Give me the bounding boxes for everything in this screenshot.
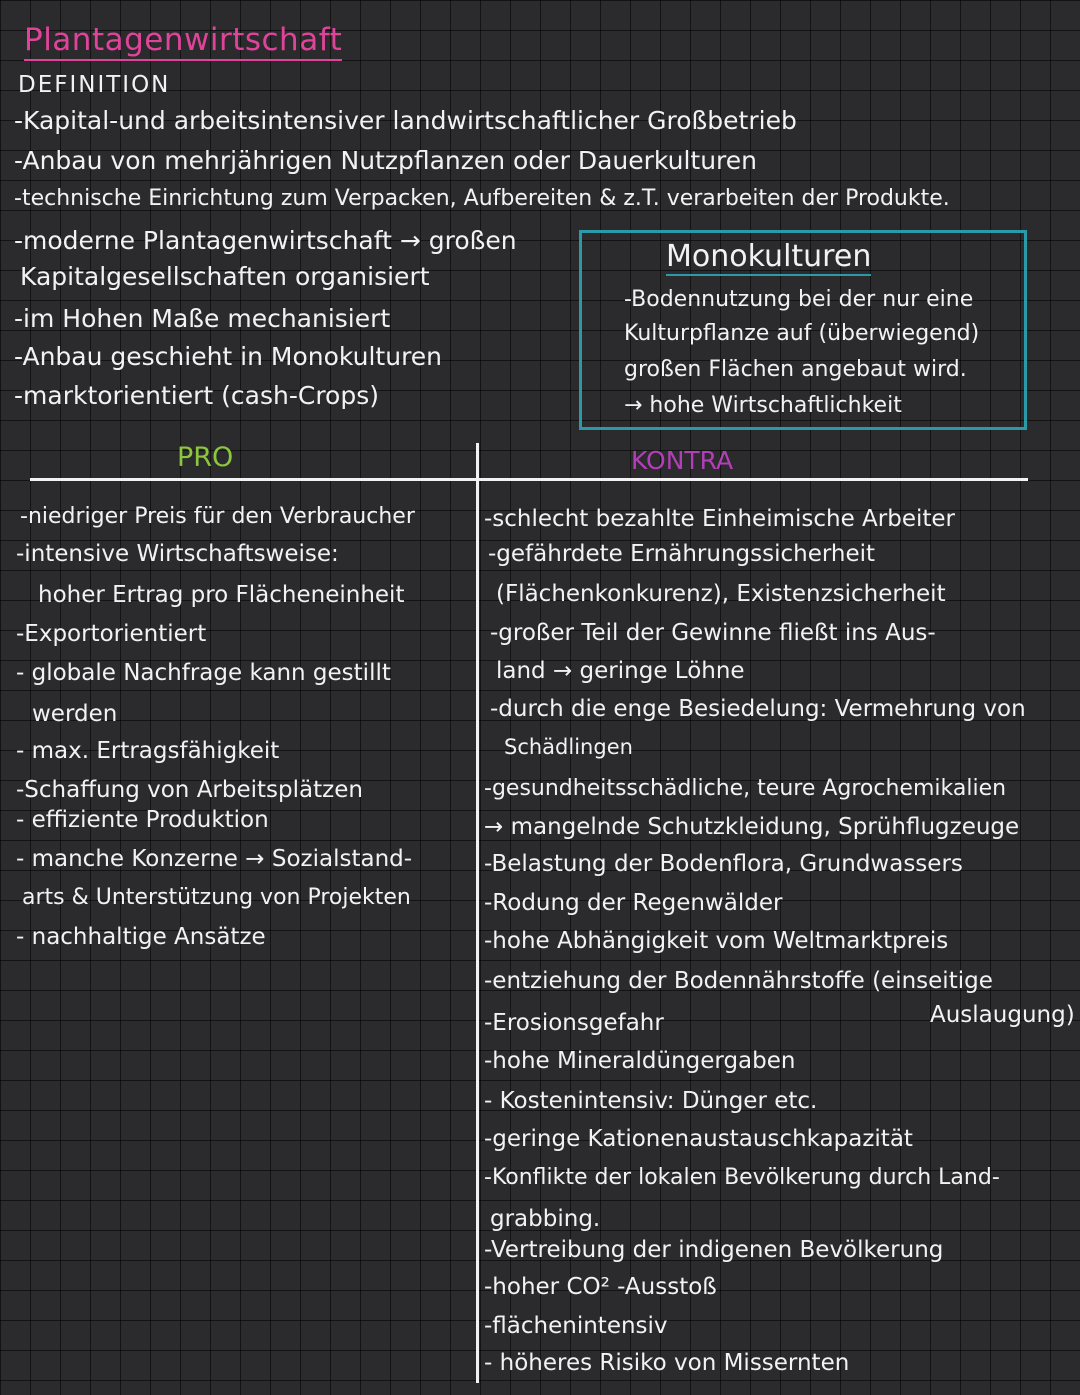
monokulturen-title: Monokulturen (666, 239, 872, 274)
pro-item: hoher Ertrag pro Flächeneinheit (38, 582, 405, 608)
pro-item: - effiziente Produktion (16, 807, 269, 833)
pro-item: -niedriger Preis für den Verbraucher (20, 504, 415, 529)
kontra-item: grabbing. (490, 1206, 601, 1232)
kontra-item: -Rodung der Regenwälder (484, 890, 783, 916)
monokulturen-line: Kulturpflanze auf (überwiegend) (624, 321, 980, 346)
table-divider-vertical (476, 443, 479, 1383)
pro-item: - globale Nachfrage kann gestillt (16, 660, 391, 686)
pro-item: -Schaffung von Arbeitsplätzen (16, 777, 363, 803)
definition-line: Kapitalgesellschaften organisiert (20, 262, 430, 291)
kontra-item: → mangelnde Schutzkleidung, Sprühflugzeuge (484, 814, 1020, 840)
kontra-item: -hohe Mineraldüngergaben (484, 1048, 796, 1074)
kontra-heading: KONTRA (631, 446, 734, 475)
page-title: Plantagenwirtschaft (24, 22, 342, 61)
kontra-item: -Erosionsgefahr (484, 1010, 664, 1036)
kontra-item: (Flächenkonkurenz), Existenzsicherheit (496, 581, 946, 607)
kontra-item: -großer Teil der Gewinne fließt ins Aus- (490, 620, 936, 646)
definition-line: -technische Einrichtung zum Verpacken, Aufbereiten & z.T. verarbeiten der Produkte. (14, 186, 950, 211)
kontra-item: - Kostenintensiv: Dünger etc. (484, 1088, 818, 1114)
kontra-item: -Konflikte der lokalen Bevölkerung durch Land- (484, 1165, 1000, 1190)
pro-item: arts & Unterstützung von Projekten (22, 885, 411, 910)
kontra-item: -hoher CO² -Ausstoß (484, 1274, 717, 1300)
monokulturen-box (579, 230, 1027, 430)
definition-line: -Anbau geschieht in Monokulturen (14, 342, 443, 371)
definition-line: -Anbau von mehrjährigen Nutzpflanzen oder Dauerkulturen (14, 146, 758, 175)
kontra-item: -Vertreibung der indigenen Bevölkerung (484, 1237, 944, 1263)
pro-item: - max. Ertragsfähigkeit (16, 738, 280, 764)
kontra-item: -flächenintensiv (484, 1313, 668, 1339)
kontra-item: -schlecht bezahlte Einheimische Arbeiter (484, 506, 955, 532)
definition-line: -Kapital-und arbeitsintensiver landwirtschaftlicher Großbetrieb (14, 106, 797, 135)
pro-item: - nachhaltige Ansätze (16, 924, 266, 950)
kontra-item: -gesundheitsschädliche, teure Agrochemikalien (484, 776, 1007, 801)
kontra-item: - höheres Risiko von Missernten (484, 1350, 850, 1376)
kontra-item: land → geringe Löhne (496, 658, 745, 684)
pro-heading: PRO (177, 442, 234, 473)
definition-line: -moderne Plantagenwirtschaft → großen (14, 226, 517, 255)
table-divider-horizontal (30, 478, 1028, 481)
kontra-item: -durch die enge Besiedelung: Vermehrung von (490, 696, 1026, 722)
kontra-item: Schädlingen (504, 735, 633, 759)
pro-item: -Exportorientiert (16, 621, 207, 647)
kontra-item: -Belastung der Bodenflora, Grundwassers (484, 851, 963, 877)
monokulturen-line: großen Flächen angebaut wird. (624, 357, 967, 382)
kontra-item: Auslaugung) (930, 1002, 1075, 1028)
monokulturen-line: → hohe Wirtschaftlichkeit (624, 393, 902, 418)
monokulturen-line: -Bodennutzung bei der nur eine (624, 287, 974, 312)
kontra-item: -gefährdete Ernährungssicherheit (488, 541, 876, 567)
definition-line: -im Hohen Maße mechanisiert (14, 304, 391, 333)
pro-item: werden (32, 701, 118, 727)
kontra-item: -hohe Abhängigkeit vom Weltmarktpreis (484, 928, 949, 954)
kontra-item: -geringe Kationenaustauschkapazität (484, 1126, 913, 1152)
pro-item: - manche Konzerne → Sozialstand- (16, 846, 413, 872)
kontra-item: -entziehung der Bodennährstoffe (einseitige (484, 968, 993, 994)
definition-line: -marktorientiert (cash-Crops) (14, 381, 379, 410)
pro-item: -intensive Wirtschaftsweise: (16, 541, 339, 567)
definition-heading: DEFINITION (18, 72, 171, 98)
